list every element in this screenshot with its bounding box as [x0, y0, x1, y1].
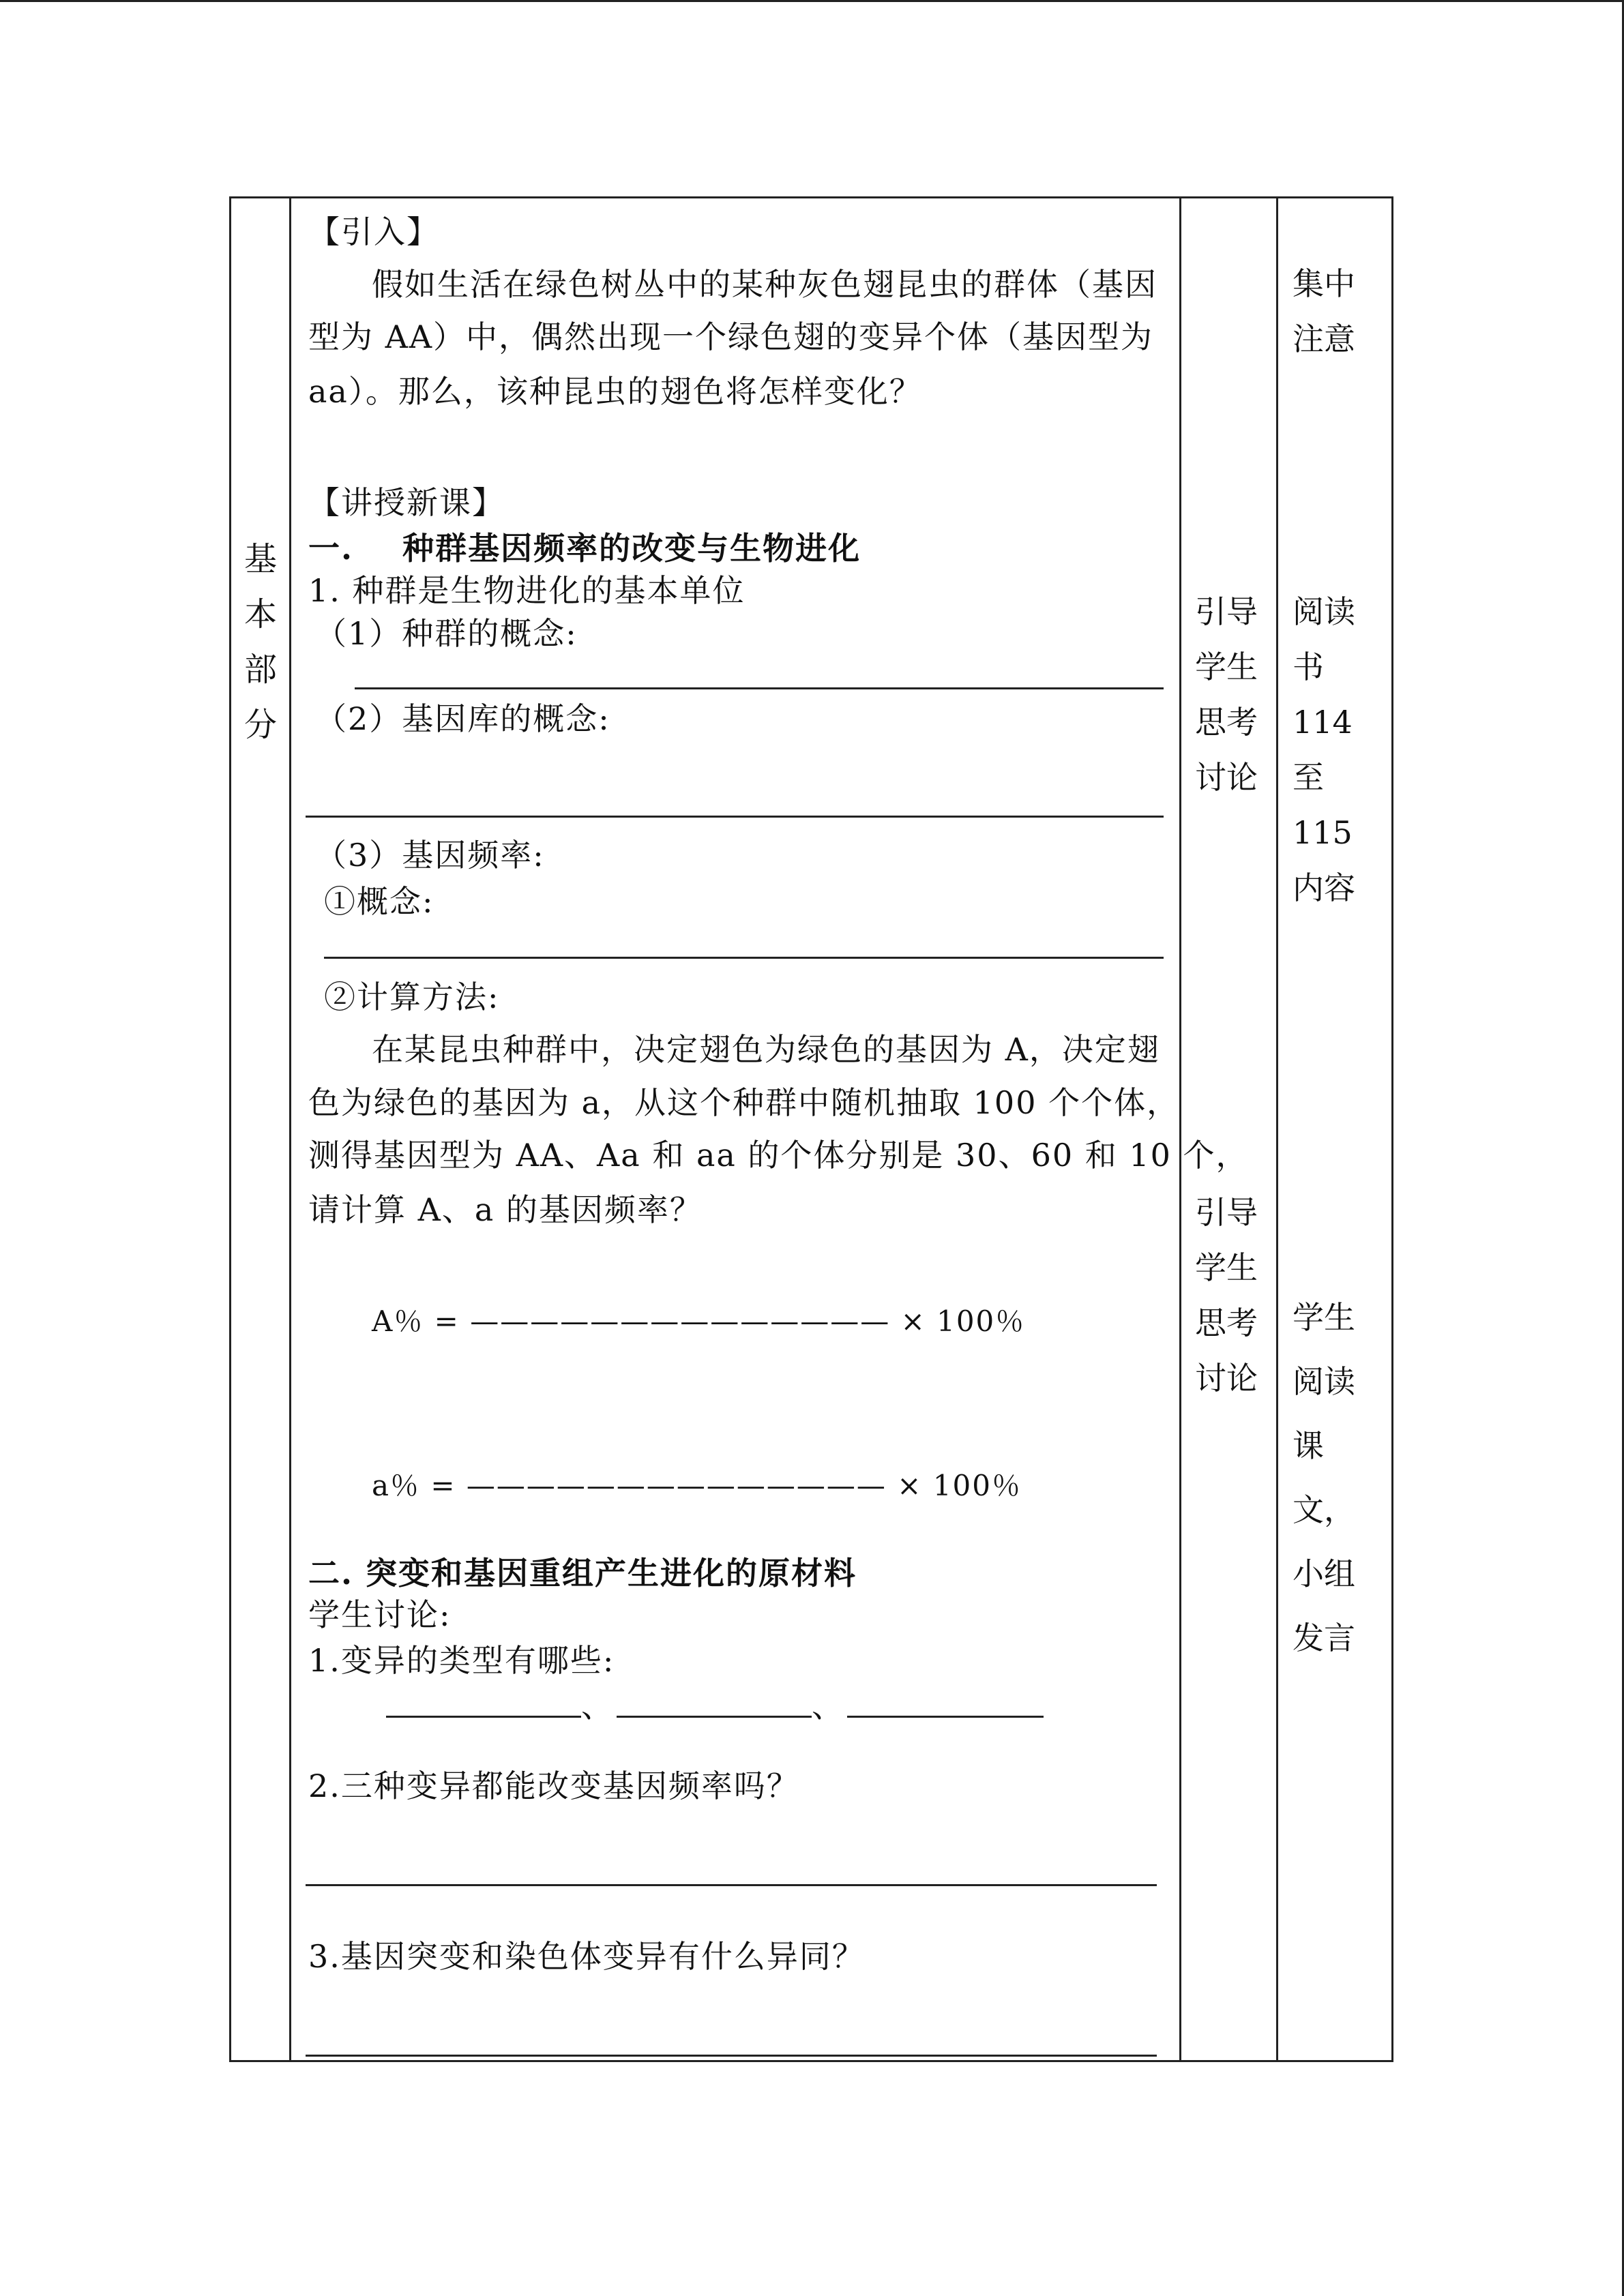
method-label: ②计算方法:: [324, 979, 500, 1015]
item-1: 1. 种群是生物进化的基本单位: [308, 572, 745, 609]
intro-heading: 【引入】: [308, 213, 439, 250]
formula-a: a％ = —————————————— × 100％: [372, 1469, 1022, 1502]
intro-text-line: 假如生活在绿色树丛中的某种灰色翅昆虫的群体（基因: [372, 266, 1157, 303]
formula-A: A％ = —————————————— × 100％: [372, 1304, 1026, 1338]
answer-blank: [386, 1716, 581, 1718]
answer-line: [306, 1884, 1157, 1886]
answer-line: [324, 957, 1164, 959]
question-2: 2.三种变异都能改变基因频率吗？: [308, 1768, 799, 1804]
teacher-activity-2: 引导 学生 思考 讨论: [1195, 1194, 1258, 1397]
section-1-title: 一. 种群基因频率的改变与生物进化: [308, 530, 861, 567]
answer-line: [306, 816, 1164, 818]
problem-text-line: 测得基因型为 AA、Aa 和 aa 的个体分别是 30、60 和 10 个，: [308, 1137, 1249, 1174]
blank-separator: 、: [581, 1688, 614, 1725]
concept-label: ①概念:: [324, 883, 434, 920]
item-1-2: （2）基因库的概念:: [315, 700, 610, 737]
question-1: 1.变异的类型有哪些:: [308, 1642, 615, 1679]
problem-text-line: 色为绿色的基因为 a，从这个种群中随机抽取 100 个个体，: [308, 1084, 1180, 1121]
problem-text-line: 请计算 A、a 的基因频率？: [308, 1191, 703, 1228]
intro-text-line: 型为 AA）中，偶然出现一个绿色翅的变异个体（基因型为: [308, 318, 1154, 355]
intro-text-line: aa）。那么，该种昆虫的翅色将怎样变化？: [308, 373, 922, 410]
discussion-label: 学生讨论:: [308, 1596, 452, 1633]
blank-separator: 、: [812, 1688, 844, 1725]
answer-line: [306, 2055, 1157, 2057]
section-2-title: 二. 突变和基因重组产生进化的原材料: [308, 1555, 857, 1592]
answer-blank: [617, 1716, 812, 1718]
item-1-1: （1）种群的概念:: [315, 615, 578, 652]
student-activity-1: 集中 注意: [1293, 265, 1355, 357]
column-divider: [289, 198, 291, 2060]
item-1-3: （3）基因频率:: [315, 837, 545, 874]
problem-text-line: 在某昆虫种群中，决定翅色为绿色的基因为 A，决定翅: [372, 1031, 1160, 1068]
student-activity-2: 阅读 书 114 至 115 内容: [1293, 593, 1355, 906]
column-divider: [1179, 198, 1181, 2060]
question-3: 3.基因突变和染色体变异有什么异同？: [308, 1938, 865, 1975]
teacher-activity-1: 引导 学生 思考 讨论: [1195, 593, 1258, 796]
column-divider: [1276, 198, 1278, 2060]
student-activity-3: 学生 阅读 课 文， 小组 发言: [1293, 1299, 1355, 1656]
answer-blank: [847, 1716, 1044, 1718]
answer-line: [355, 687, 1164, 689]
category-label: 基 本 部 分: [244, 540, 278, 744]
page-top-border: [0, 0, 1624, 2]
new-lesson-heading: 【讲授新课】: [308, 484, 505, 521]
